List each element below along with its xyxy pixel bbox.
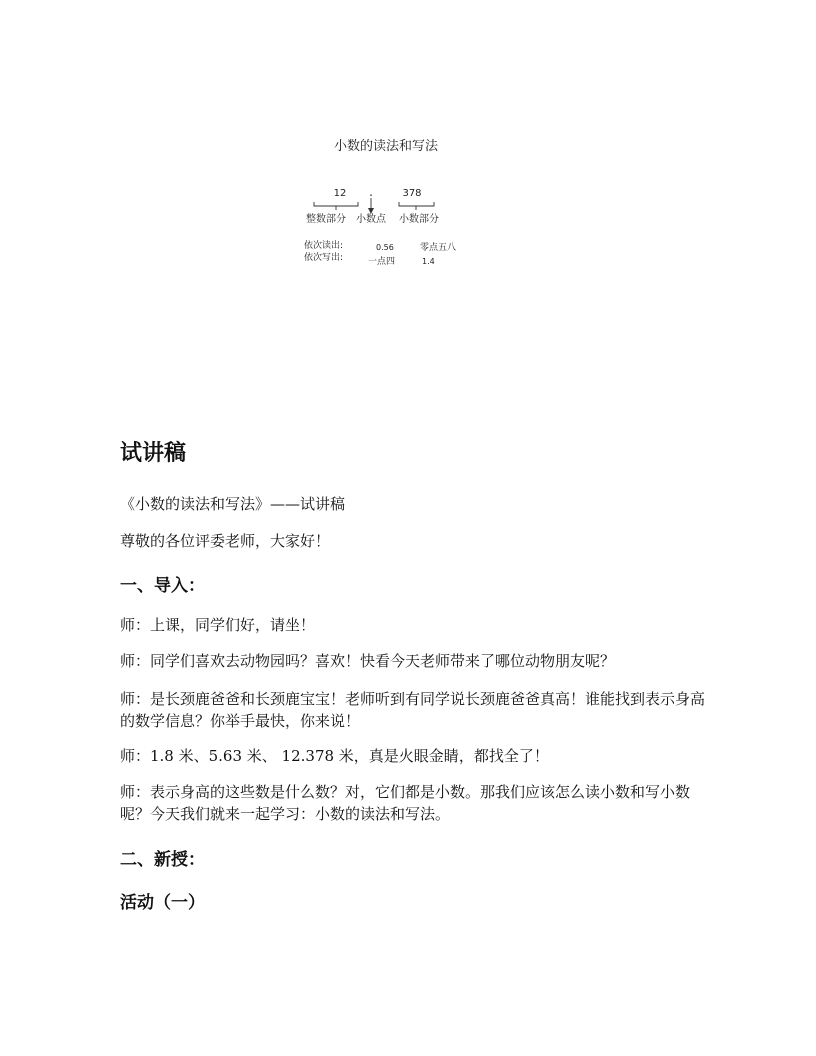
paragraph: 师：同学们喜欢去动物园吗？喜欢！快看今天老师带来了哪位动物朋友呢？	[120, 652, 616, 670]
paragraph: 师：上课，同学们好，请坐！	[120, 616, 316, 634]
write-words: 一点四	[368, 257, 396, 267]
paragraph: 师：是长颈鹿爸爸和长颈鹿宝宝！老师听到有同学说长颈鹿爸爸真高！谁能找到表示身高的数学信息？你举手最快，你来说！	[120, 690, 706, 730]
read-label: 依次读出:	[304, 241, 344, 251]
decimal-part-bracket	[399, 202, 434, 210]
read-words: 零点五八	[420, 243, 457, 253]
decimal-point-symbol: .	[369, 185, 373, 199]
section-heading-activity-one: 活动（一）	[120, 893, 205, 913]
decimal-parts-diagram	[295, 178, 485, 273]
paragraph: 师：1.8 米、5.63 米、 12.378 米，真是火眼金睛，都找全了！	[120, 747, 549, 765]
section-heading-intro: 一、导入：	[120, 576, 205, 596]
document-title: 试讲稿	[120, 441, 187, 466]
write-number: 1.4	[422, 257, 435, 266]
integer-part-value: 12	[333, 188, 347, 199]
read-number: 0.56	[376, 243, 394, 252]
integer-part-bracket	[314, 202, 358, 210]
decimal-part-label: 小数部分	[399, 214, 439, 225]
decimal-part-value: 378	[402, 188, 422, 199]
integer-part-label: 整数部分	[306, 214, 346, 225]
paragraph: 师：表示身高的这些数是什么数？对，它们都是小数。那我们应该怎么读小数和写小数呢？今天我们就来一起学习：小数的读法和写法。	[120, 783, 691, 823]
decimal-point-label: 小数点	[356, 214, 386, 225]
section-heading-new-lesson: 二、新授：	[120, 850, 205, 870]
document-subtitle: 《小数的读法和写法》——试讲稿	[120, 495, 346, 513]
greeting: 尊敬的各位评委老师，大家好！	[120, 532, 331, 550]
write-label: 依次写出:	[304, 253, 344, 263]
diagram-title: 小数的读法和写法	[333, 139, 438, 154]
